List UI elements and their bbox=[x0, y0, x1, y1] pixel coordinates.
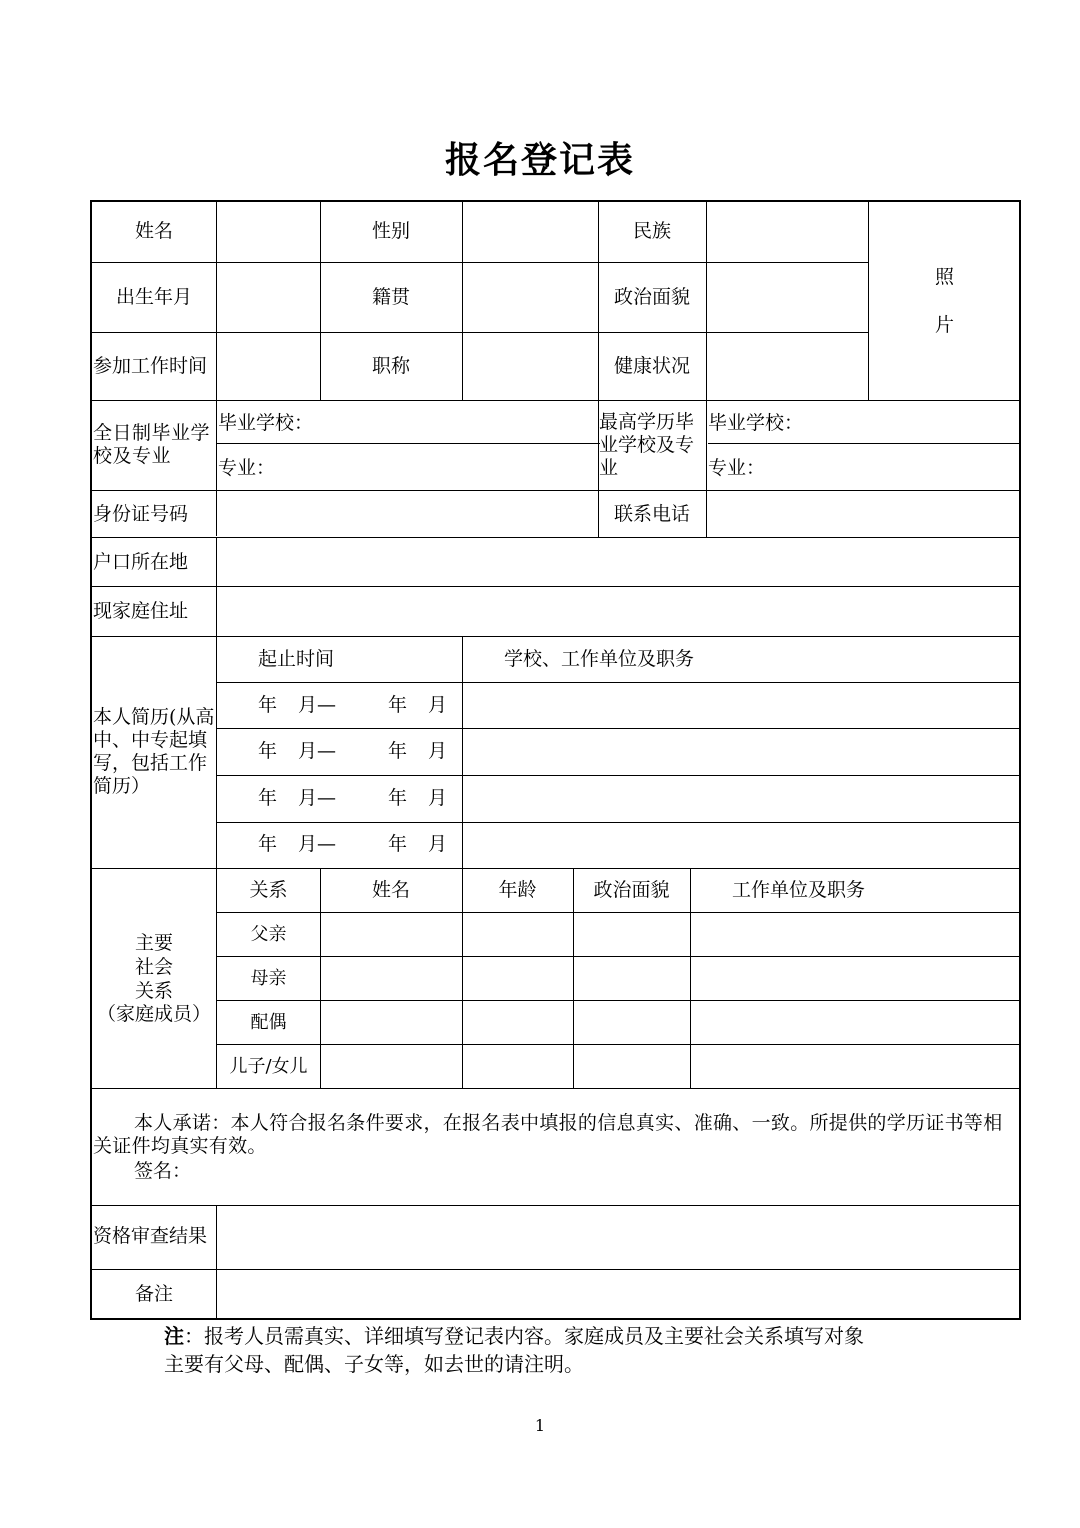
hukou-label: 户口所在地 bbox=[93, 551, 189, 573]
signature-label: 签名： bbox=[134, 1160, 192, 1182]
relation-children: 儿子/女儿 bbox=[229, 1056, 308, 1077]
address-label: 现家庭住址 bbox=[93, 600, 189, 622]
month-label: 月— bbox=[298, 787, 337, 809]
native-place-label: 籍贯 bbox=[371, 286, 410, 308]
fulltime-major-prefix: 专业： bbox=[218, 457, 276, 479]
resume-label: 本人简历(从高中、中专起填写，包括工作简历） bbox=[93, 706, 215, 797]
page-title: 报名登记表 bbox=[444, 139, 635, 181]
year-label: 年 bbox=[388, 833, 408, 855]
year-label: 年 bbox=[258, 787, 278, 809]
name-label: 姓名 bbox=[134, 220, 173, 242]
year-label: 年 bbox=[258, 833, 278, 855]
pledge-text: 本人承诺：本人符合报名条件要求，在报名表中填报的信息真实、准确、一致。所提供的学历证书等相关证件均真实有效。 bbox=[93, 1112, 1003, 1157]
year-label: 年 bbox=[258, 694, 278, 716]
remark-label: 备注 bbox=[134, 1283, 173, 1305]
year-label: 年 bbox=[388, 787, 408, 809]
month-label: 月 bbox=[428, 740, 448, 762]
member-political-header: 政治面貌 bbox=[593, 879, 670, 901]
highest-major-prefix: 专业： bbox=[708, 457, 766, 479]
month-label: 月 bbox=[428, 787, 448, 809]
highest-education-label: 最高学历毕业学校及专业 bbox=[599, 411, 695, 479]
work-start-label: 参加工作时间 bbox=[93, 355, 208, 377]
year-label: 年 bbox=[258, 740, 278, 762]
month-label: 月— bbox=[298, 833, 337, 855]
fulltime-school-prefix: 毕业学校： bbox=[218, 412, 314, 434]
relation-spouse: 配偶 bbox=[250, 1012, 287, 1033]
photo-label-2: 片 bbox=[934, 314, 954, 336]
registration-form bbox=[90, 200, 1021, 1320]
month-label: 月— bbox=[298, 740, 337, 762]
highest-school-prefix: 毕业学校： bbox=[708, 412, 804, 434]
age-header: 年龄 bbox=[498, 879, 537, 901]
ethnicity-label: 民族 bbox=[632, 220, 671, 242]
fulltime-education-label: 全日制毕业学校及专业 bbox=[93, 422, 211, 467]
note-prefix: 注 bbox=[164, 1324, 184, 1348]
gender-label: 性别 bbox=[371, 220, 410, 242]
page-number: 1 bbox=[534, 1416, 546, 1435]
family-label-3: 关系 bbox=[134, 980, 173, 1002]
member-work-header: 工作单位及职务 bbox=[732, 879, 866, 901]
phone-label: 联系电话 bbox=[613, 503, 690, 525]
month-label: 月 bbox=[428, 694, 448, 716]
year-label: 年 bbox=[388, 694, 408, 716]
footnote bbox=[164, 1322, 864, 1378]
family-label-1: 主要 bbox=[134, 932, 173, 954]
birth-label: 出生年月 bbox=[115, 286, 192, 308]
relation-mother: 母亲 bbox=[250, 968, 287, 989]
note-line-2: 主要有父母、配偶、子女等，如去世的请注明。 bbox=[164, 1352, 584, 1376]
family-label-2: 社会 bbox=[134, 956, 173, 978]
relation-header: 关系 bbox=[249, 879, 288, 901]
review-result-label: 资格审查结果 bbox=[93, 1225, 208, 1247]
family-label-4: （家庭成员） bbox=[96, 1003, 211, 1025]
month-label: 月 bbox=[428, 833, 448, 855]
resume-time-header: 起止时间 bbox=[258, 648, 335, 670]
resume-work-header: 学校、工作单位及职务 bbox=[504, 648, 695, 670]
member-name-header: 姓名 bbox=[371, 879, 410, 901]
job-title-label: 职称 bbox=[371, 355, 410, 377]
photo-label-1: 照 bbox=[934, 266, 954, 288]
id-number-label: 身份证号码 bbox=[93, 503, 189, 525]
health-label: 健康状况 bbox=[613, 355, 690, 377]
month-label: 月— bbox=[298, 694, 337, 716]
relation-father: 父亲 bbox=[250, 924, 287, 945]
political-status-label: 政治面貌 bbox=[613, 286, 690, 308]
note-line-1: ：报考人员需真实、详细填写登记表内容。家庭成员及主要社会关系填写对象 bbox=[184, 1324, 864, 1348]
year-label: 年 bbox=[388, 740, 408, 762]
